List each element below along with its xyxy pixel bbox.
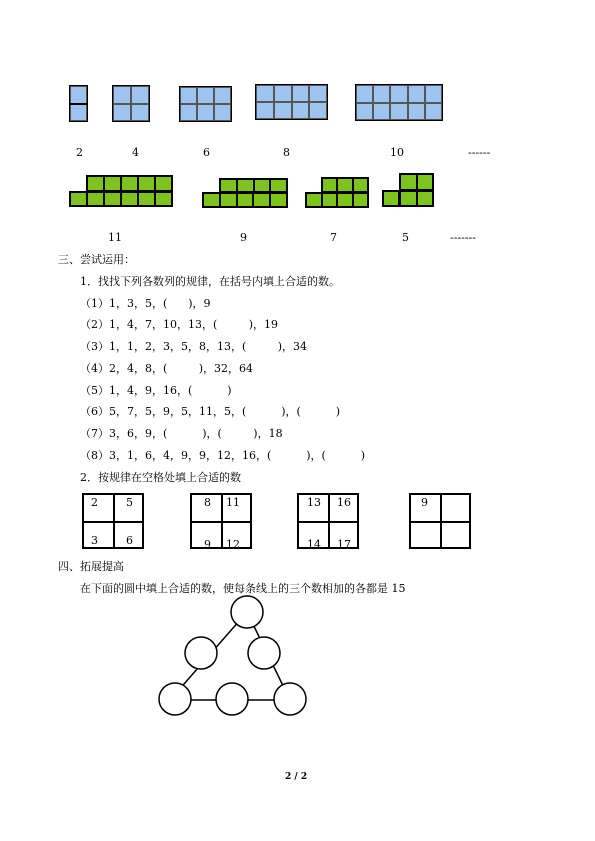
number-box-2	[190, 493, 252, 549]
number-box-1	[82, 493, 144, 549]
box3-top-left: 13	[307, 496, 321, 509]
box3-top-right: 16	[337, 496, 351, 509]
label-bottom-5: -------	[450, 231, 477, 244]
blue-grid-6	[179, 86, 232, 122]
label-top-4: 8	[283, 146, 290, 159]
box1-top-right: 5	[126, 496, 133, 509]
box2-top-right: 11	[226, 496, 240, 509]
circle-top	[231, 596, 263, 628]
sequence-item-8: （8）3，1，6，4，9，9，12，16，( )，( )	[80, 449, 366, 462]
question1-title: 1．找找下列各数列的规律，在括号内填上合适的数。	[80, 275, 340, 288]
circle-triangle-diagram	[150, 590, 320, 720]
box1-bottom-left: 3	[91, 534, 98, 547]
circle-bottom-left	[159, 683, 191, 715]
blue-grid-10	[355, 84, 443, 121]
section3-heading: 三、尝试运用：	[58, 253, 135, 266]
box4-top-left: 9	[421, 496, 428, 509]
label-top-3: 6	[203, 146, 210, 159]
sequence-item-6: （6）5，7，5，9，5，11，5，( )，( )	[80, 405, 341, 418]
green-figure-7	[305, 177, 369, 208]
green-figure-9	[202, 178, 288, 208]
box3-bottom-left: 14	[307, 538, 321, 551]
label-top-2: 4	[132, 146, 139, 159]
box2-top-left: 8	[204, 496, 211, 509]
green-figure-11	[69, 175, 173, 207]
label-bottom-2: 9	[240, 231, 247, 244]
label-bottom-3: 7	[330, 231, 337, 244]
blue-grid-8	[255, 84, 328, 120]
number-box-3	[297, 493, 359, 549]
number-box-4	[409, 493, 471, 549]
sequence-item-5: （5）1，4，9，16，( )	[80, 384, 232, 397]
page-number: 2 / 2	[285, 772, 308, 782]
label-top-1: 2	[76, 146, 83, 159]
question2-title: 2．按规律在空格处填上合适的数	[80, 471, 241, 484]
sequence-item-7: （7）3，6，9，( )，( )，18	[80, 427, 283, 440]
circle-bottom-middle	[216, 683, 248, 715]
section4-heading: 四、拓展提高	[58, 560, 124, 573]
box3-bottom-right: 17	[337, 538, 351, 551]
box2-bottom-left: 9	[204, 538, 211, 551]
circle-mid-right	[248, 637, 280, 669]
label-top-6: ------	[468, 146, 491, 159]
label-bottom-4: 5	[402, 231, 409, 244]
box2-bottom-right: 12	[226, 538, 240, 551]
sequence-item-4: （4）2，4，8，( )，32，64	[80, 362, 254, 375]
sequence-item-2: （2）1，4，7，10，13，( )，19	[80, 318, 279, 331]
circle-mid-left	[185, 637, 217, 669]
label-top-5: 10	[390, 146, 404, 159]
sequence-item-1: （1）1，3，5，( )，9	[80, 297, 211, 310]
green-figure-5	[399, 173, 434, 207]
label-bottom-1: 11	[108, 231, 122, 244]
sequence-item-3: （3）1，1，2，3，5，8，13，( )，34	[80, 340, 308, 353]
circle-bottom-right	[274, 683, 306, 715]
box1-top-left: 2	[91, 496, 98, 509]
blue-grid-4	[112, 85, 150, 122]
green-figure-5-extra	[382, 190, 400, 207]
section4-instruction: 在下面的圆中填上合适的数，使每条线上的三个数相加的各都是 15	[80, 582, 406, 595]
box1-bottom-right: 6	[126, 534, 133, 547]
